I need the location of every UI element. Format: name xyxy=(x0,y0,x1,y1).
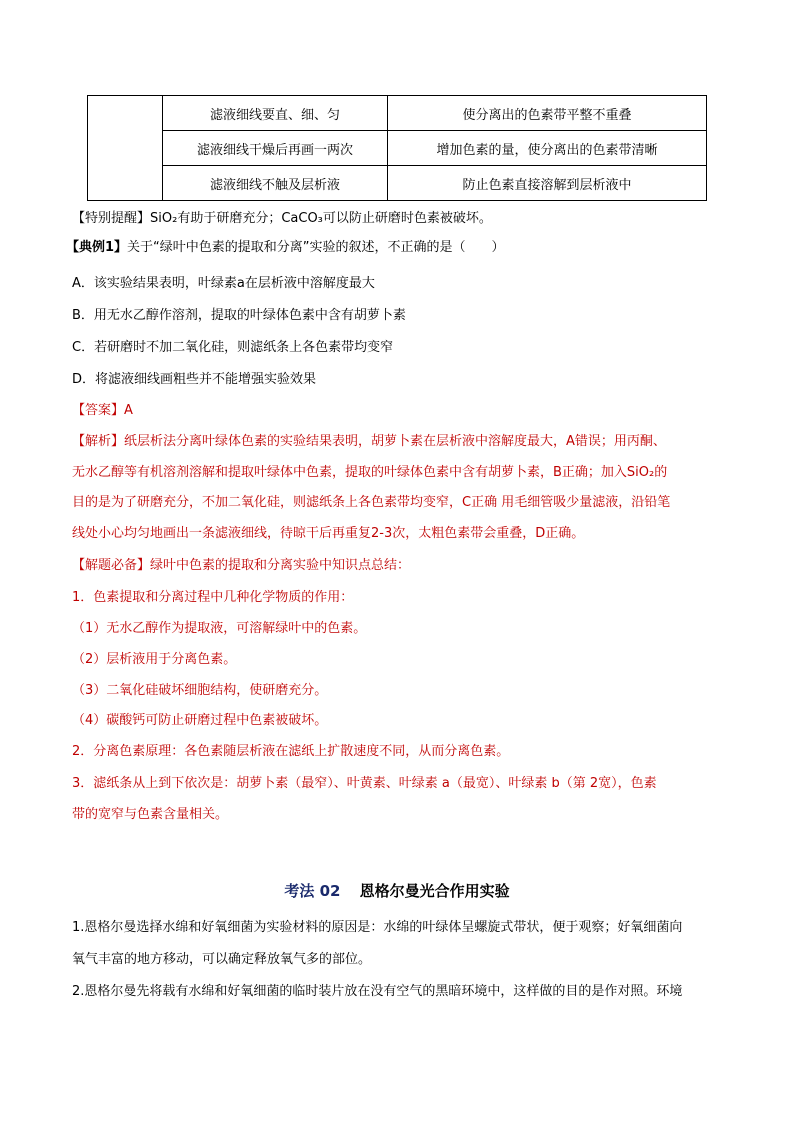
section-title xyxy=(0,880,794,901)
table-cell-purpose: 防止色素直接溶解到层析液中 xyxy=(388,166,707,201)
section-name: 恩格尔曼光合作用实验 xyxy=(359,882,510,900)
special-tip xyxy=(72,210,492,228)
example-question-text: 关于“绿叶中色素的提取和分离”实验的叙述，不正确的是（ ） xyxy=(127,240,505,255)
table-row xyxy=(88,166,707,201)
analysis-line: 目的是为了研磨充分，不加二氧化硅，则滤纸条上各色素带均变窄，C正确 用毛细管吸少量滤液，沿铅笔 xyxy=(72,495,671,510)
summary-heading: 【解题必备】绿叶中色素的提取和分离实验中知识点总结： xyxy=(72,558,411,573)
table-cell-purpose: 增加色素的量，使分离出的色素带清晰 xyxy=(388,131,707,166)
option-d: D．将滤液细线画粗些并不能增强实验效果 xyxy=(72,372,317,387)
table-cell-measure: 滤液细线要直、细、匀 xyxy=(163,96,388,131)
example-question xyxy=(66,239,505,257)
summary-line: （3）二氧化硅破坏细胞结构，使研磨充分。 xyxy=(72,683,328,698)
analysis-line: 无水乙醇等有机溶剂溶解和提取叶绿体中色素，提取的叶绿体色素中含有胡萝卜素，B正确；加入SiO₂的 xyxy=(72,465,668,480)
body-line: 1.恩格尔曼选择水绵和好氧细菌为实验材料的原因是：水绵的叶绿体呈螺旋式带状，便于观察；好氧细菌向 xyxy=(72,920,683,935)
summary-line: 1．色素提取和分离过程中几种化学物质的作用： xyxy=(72,590,354,605)
table-cell-measure: 滤液细线不触及层析液 xyxy=(163,166,388,201)
table-row xyxy=(88,131,707,166)
tip-label: 【特别提醒】 xyxy=(72,211,151,226)
option-b: B．用无水乙醇作溶剂，提取的叶绿体色素中含有胡萝卜素 xyxy=(72,308,406,323)
analysis-line: 【解析】纸层析法分离叶绿体色素的实验结果表明，胡萝卜素在层析液中溶解度最大，A错误；用丙酮、 xyxy=(72,434,666,449)
summary-line: 2．分离色素原理：各色素随层析液在滤纸上扩散速度不同，从而分离色素。 xyxy=(72,744,510,759)
section-prefix: 考法 xyxy=(284,882,315,900)
option-c: C．若研磨时不加二氧化硅，则滤纸条上各色素带均变窄 xyxy=(72,340,394,355)
tips-table xyxy=(87,95,707,201)
body-line: 氧气丰富的地方移动，可以确定释放氧气多的部位。 xyxy=(72,952,372,967)
option-a: A．该实验结果表明，叶绿素a在层析液中溶解度最大 xyxy=(72,276,375,291)
tip-text: SiO₂有助于研磨充分；CaCO₃可以防止研磨时色素被破坏。 xyxy=(150,211,492,226)
body-line: 2.恩格尔曼先将载有水绵和好氧细菌的临时装片放在没有空气的黑暗环境中，这样做的目的是作对照。环境 xyxy=(72,984,683,999)
example-label: 【典例1】 xyxy=(66,240,128,255)
summary-line: 带的宽窄与色素含量相关。 xyxy=(72,807,229,822)
summary-line: 3．滤纸条从上到下依次是：胡萝卜素（最窄）、叶黄素、叶绿素 a（最宽）、叶绿素 b（第 2宽），色素 xyxy=(72,776,657,791)
summary-line: （4）碳酸钙可防止研磨过程中色素被破坏。 xyxy=(72,713,328,728)
summary-line: （1）无水乙醇作为提取液，可溶解绿叶中的色素。 xyxy=(72,621,367,636)
analysis-line: 线处小心均匀地画出一条滤液细线，待晾干后再重复2-3次，太粗色素带会重叠，D正确。 xyxy=(72,526,585,541)
table-cell-purpose: 使分离出的色素带平整不重叠 xyxy=(388,96,707,131)
table-cell-measure: 滤液细线干燥后再画一两次 xyxy=(163,131,388,166)
summary-line: （2）层析液用于分离色素。 xyxy=(72,652,237,667)
answer: 【答案】A xyxy=(72,403,133,418)
section-number: 02 xyxy=(319,882,341,900)
table-empty-cell xyxy=(88,96,163,201)
table-row xyxy=(88,96,707,131)
